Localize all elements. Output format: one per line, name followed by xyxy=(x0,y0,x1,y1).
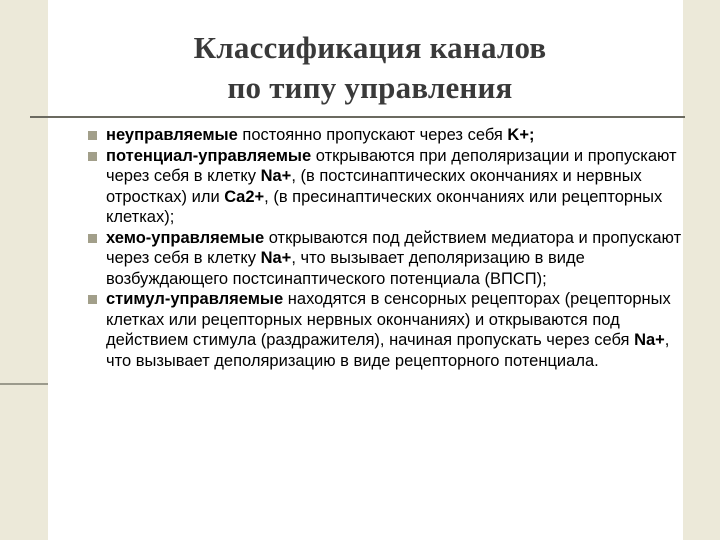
bullet-item-voltage-gated xyxy=(88,146,688,228)
bullet-item-uncontrolled xyxy=(88,125,688,146)
ion-label: K+; xyxy=(507,126,535,144)
ion-label: Na+ xyxy=(260,167,292,185)
square-bullet-icon xyxy=(88,295,97,304)
left-decor-band xyxy=(0,0,48,540)
square-bullet-icon xyxy=(88,234,97,243)
right-decor-band xyxy=(683,0,720,540)
ion-label: Ca2+ xyxy=(224,187,265,206)
bullet-item-stimulus-gated xyxy=(88,289,688,371)
bullet-item-chemo-gated xyxy=(88,228,688,290)
bullet-term: потенциал-управляемые xyxy=(106,146,312,165)
bullet-text: постоянно пропускают через себя xyxy=(237,126,508,144)
bullet-term: хемо-управляемые xyxy=(106,228,265,247)
bullet-list xyxy=(88,125,688,371)
ion-label: Na+ xyxy=(260,249,292,267)
bullet-text: , что вызывает деполяризацию в виде рецепторного потенциала. xyxy=(106,331,670,370)
title-underline xyxy=(30,116,685,118)
bullet-text: , (в постсинаптических окончаниях и нервных отростках) или xyxy=(106,167,642,206)
bullet-text: открываются при деполяризации и пропускают через себя в клетку xyxy=(106,146,677,185)
square-bullet-icon xyxy=(88,152,97,161)
slide-title xyxy=(60,28,680,108)
title-line-2: по типу управления xyxy=(227,70,513,105)
left-band-divider xyxy=(0,383,48,385)
ion-label: Na+ xyxy=(634,331,665,349)
square-bullet-icon xyxy=(88,131,97,140)
bullet-text: находятся в сенсорных рецепторах (рецепторных клетках или рецепторных нервных окончаниях) и открываются под действием стимула (раздражителя), начиная пропускать через себя xyxy=(106,290,671,349)
bullet-text: , (в пресинаптических окончаниях или рецепторных клетках); xyxy=(106,187,663,226)
bullet-text: , что вызывает деполяризацию в виде возбуждающего постсинаптического потенциала (ВПСП); xyxy=(106,249,585,288)
bullet-term: стимул-управляемые xyxy=(106,290,284,308)
bullet-text: открываются под действием медиатора и пропускают через себя в клетку xyxy=(106,228,682,267)
bullet-term: неуправляемые xyxy=(106,126,238,144)
title-line-1: Классификация каналов xyxy=(193,30,547,65)
